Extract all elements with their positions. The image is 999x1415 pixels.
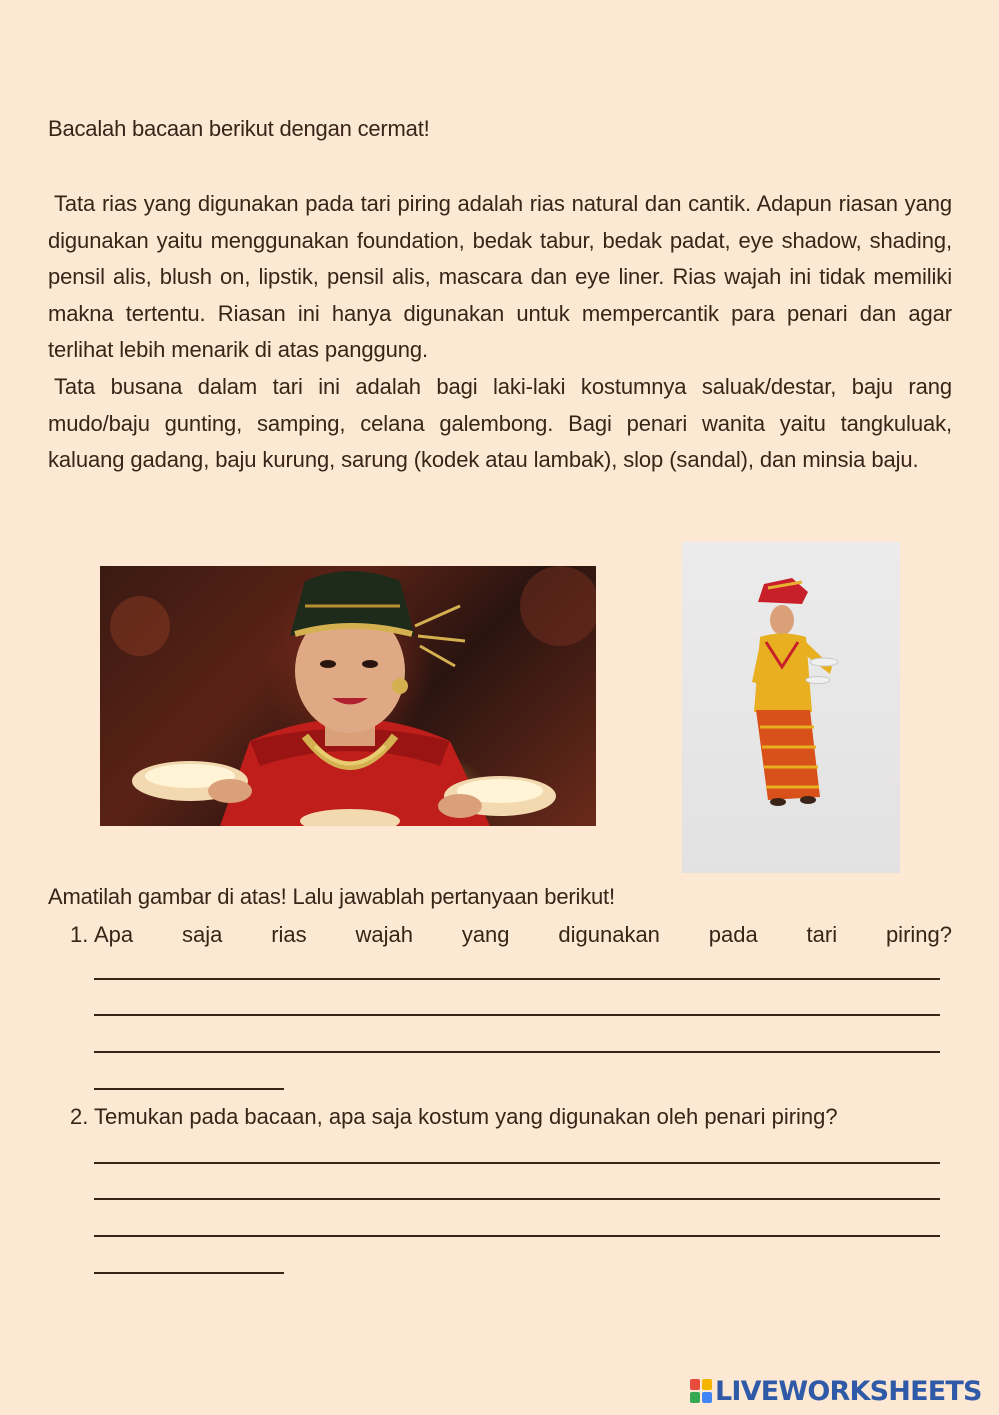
liveworksheets-logo: [690, 1374, 982, 1408]
answer-2-line-1[interactable]: [94, 1162, 940, 1164]
answer-2-line-2[interactable]: [94, 1198, 940, 1200]
logo-mark-square: [702, 1392, 712, 1403]
question-1-text: Apa saja rias wajah yang digunakan pada tari piring?: [94, 922, 952, 947]
question-1-number: 1.: [70, 922, 89, 947]
liveworksheets-mark-icon: [690, 1379, 712, 1403]
question-2: [70, 1104, 952, 1130]
answer-1-line-4[interactable]: [94, 1088, 284, 1090]
answer-1-line-3[interactable]: [94, 1051, 940, 1053]
logo-mark-square: [690, 1379, 700, 1390]
brand-name: LIVEWORKSHEETS: [715, 1375, 982, 1407]
logo-mark-square: [690, 1392, 700, 1403]
question-1: [70, 922, 952, 948]
answer-1-line-2[interactable]: [94, 1014, 940, 1016]
dancer-fullbody-illustration: [682, 542, 900, 873]
dancer-closeup-photo: [100, 566, 596, 826]
answer-2-line-4[interactable]: [94, 1272, 284, 1274]
question-2-number: 2.: [70, 1104, 89, 1129]
answer-1-line-1[interactable]: [94, 978, 940, 980]
logo-mark-square: [702, 1379, 712, 1390]
dancer-closeup-illustration: [100, 566, 596, 826]
answer-2-line-3[interactable]: [94, 1235, 940, 1237]
reading-instruction: Bacalah bacaan berikut dengan cermat!: [48, 116, 430, 141]
reading-paragraph-2: Tata busana dalam tari ini adalah bagi laki-laki kostumnya saluak/destar, baju rang mudo/baju gunting, samping, celana galembong. Bagi penari wanita yaitu tangkuluak, kaluang gadang, baju kurung, sarung (kodek atau lambak), slop (sandal), dan minsia baju.: [48, 373, 952, 473]
question-2-text: Temukan pada bacaan, apa saja kostum yang digunakan oleh penari piring?: [94, 1104, 838, 1129]
reading-paragraph-1: Tata rias yang digunakan pada tari piring adalah rias natural dan cantik. Adapun riasan yang digunakan yaitu menggunakan foundation, bedak tabur, bedak padat, eye shadow, shading, pensil alis, blush on, lipstik, pensil alis, mascara dan eye liner. Rias wajah ini tidak memiliki makna tertentu. Riasan ini hanya digunakan untuk mempercantik para penari dan agar terlihat lebih menarik di atas panggung.: [48, 191, 952, 363]
questions-instruction: Amatilah gambar di atas! Lalu jawablah pertanyaan berikut!: [48, 884, 615, 909]
dancer-fullbody-photo: [682, 542, 900, 873]
reading-passage: [48, 186, 952, 479]
